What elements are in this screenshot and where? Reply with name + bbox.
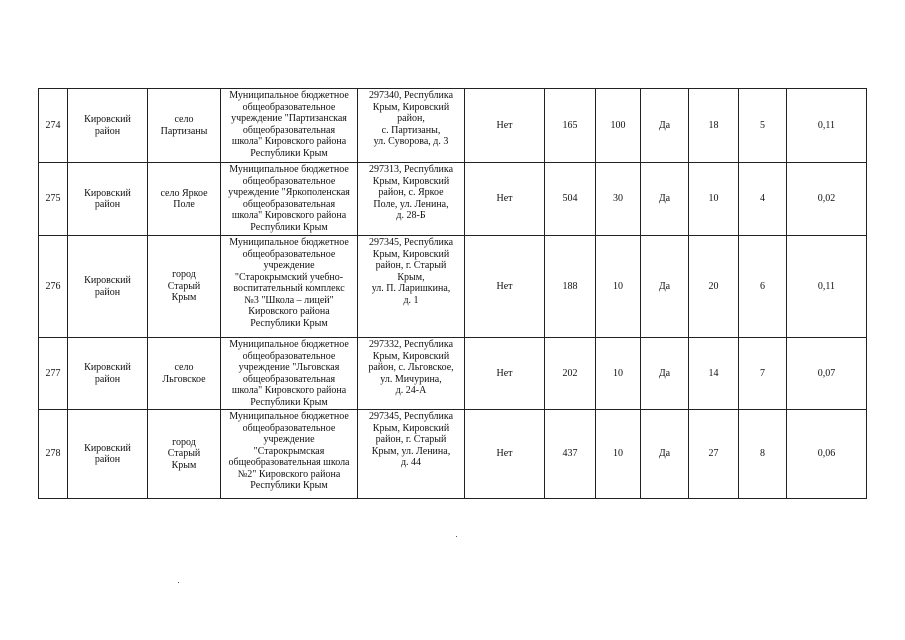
value-cell-5: 0,06 — [787, 410, 867, 499]
district-cell: Кировский район — [68, 89, 148, 163]
institution-cell: Муниципальное бюджетное общеобразовательное учреждение "Льговская общеобразовательная школа" Кировского района Республики Крым — [221, 338, 358, 410]
flag-cell: Да — [641, 338, 689, 410]
table-row — [39, 410, 867, 499]
value-cell-2: 10 — [596, 236, 641, 338]
flag-cell: Да — [641, 236, 689, 338]
address-cell: 297345, Республика Крым, Кировский район, г. Старый Крым, ул. Ленина, д. 44 — [358, 410, 465, 499]
value-cell-1: 202 — [545, 338, 596, 410]
value-cell-2: 30 — [596, 163, 641, 236]
table-row — [39, 89, 867, 163]
value-cell-4: 4 — [739, 163, 787, 236]
address-cell: 297313, Республика Крым, Кировский район, с. Яркое Поле, ул. Ленина, д. 28-Б — [358, 163, 465, 236]
flag-cell: Да — [641, 410, 689, 499]
value-cell-2: 10 — [596, 338, 641, 410]
value-cell-1: 437 — [545, 410, 596, 499]
value-cell-5: 0,11 — [787, 236, 867, 338]
institution-cell: Муниципальное бюджетное общеобразовательное учреждение "Партизанская общеобразовательная школа" Кировского района Республики Крым — [221, 89, 358, 163]
value-cell-4: 7 — [739, 338, 787, 410]
value-cell-3: 20 — [689, 236, 739, 338]
district-cell: Кировский район — [68, 410, 148, 499]
value-cell-2: 10 — [596, 410, 641, 499]
value-cell-3: 18 — [689, 89, 739, 163]
row-number: 275 — [39, 163, 68, 236]
row-number: 276 — [39, 236, 68, 338]
value-cell-1: 188 — [545, 236, 596, 338]
flag-cell: Да — [641, 89, 689, 163]
value-cell-5: 0,07 — [787, 338, 867, 410]
value-cell-4: 5 — [739, 89, 787, 163]
flag-cell: Да — [641, 163, 689, 236]
status-cell: Нет — [465, 89, 545, 163]
locality-cell: село Партизаны — [148, 89, 221, 163]
value-cell-4: 6 — [739, 236, 787, 338]
value-cell-4: 8 — [739, 410, 787, 499]
row-number: 277 — [39, 338, 68, 410]
address-cell: 297332, Республика Крым, Кировский район, с. Льговское, ул. Мичурина, д. 24-А — [358, 338, 465, 410]
table-row — [39, 236, 867, 338]
schools-table — [38, 88, 867, 499]
locality-cell: город Старый Крым — [148, 236, 221, 338]
value-cell-3: 10 — [689, 163, 739, 236]
district-cell: Кировский район — [68, 163, 148, 236]
status-cell: Нет — [465, 163, 545, 236]
table-row — [39, 338, 867, 410]
institution-cell: Муниципальное бюджетное общеобразовательное учреждение "Старокрымская общеобразовательная школа №2" Кировского района Республики Крым — [221, 410, 358, 499]
locality-cell: город Старый Крым — [148, 410, 221, 499]
value-cell-5: 0,02 — [787, 163, 867, 236]
document-page — [38, 88, 867, 499]
row-number: 274 — [39, 89, 68, 163]
status-cell: Нет — [465, 338, 545, 410]
scan-speck — [456, 536, 457, 537]
value-cell-5: 0,11 — [787, 89, 867, 163]
scan-speck — [178, 582, 179, 583]
status-cell: Нет — [465, 410, 545, 499]
table-row — [39, 163, 867, 236]
institution-cell: Муниципальное бюджетное общеобразовательное учреждение "Яркополенская общеобразовательная школа" Кировского района Республики Крым — [221, 163, 358, 236]
value-cell-1: 165 — [545, 89, 596, 163]
value-cell-2: 100 — [596, 89, 641, 163]
address-cell: 297340, Республика Крым, Кировский район, с. Партизаны, ул. Суворова, д. 3 — [358, 89, 465, 163]
row-number: 278 — [39, 410, 68, 499]
value-cell-1: 504 — [545, 163, 596, 236]
locality-cell: село Яркое Поле — [148, 163, 221, 236]
district-cell: Кировский район — [68, 338, 148, 410]
institution-cell: Муниципальное бюджетное общеобразовательное учреждение "Старокрымский учебно- воспитательный комплекс №3 "Школа – лицей" Кировского района Республики Крым — [221, 236, 358, 338]
value-cell-3: 27 — [689, 410, 739, 499]
status-cell: Нет — [465, 236, 545, 338]
address-cell: 297345, Республика Крым, Кировский район, г. Старый Крым, ул. П. Ларишкина, д. 1 — [358, 236, 465, 338]
locality-cell: село Льговское — [148, 338, 221, 410]
value-cell-3: 14 — [689, 338, 739, 410]
district-cell: Кировский район — [68, 236, 148, 338]
table-body — [39, 89, 867, 499]
